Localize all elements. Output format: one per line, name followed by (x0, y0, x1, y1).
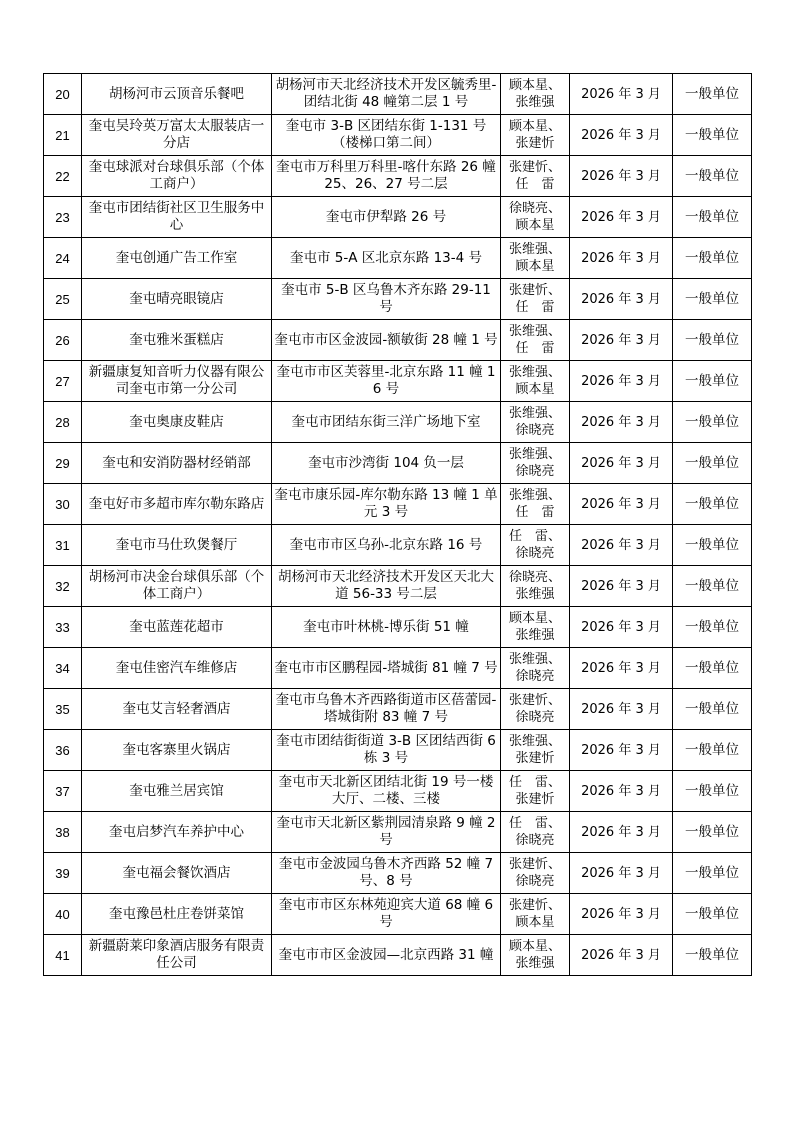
row-number: 34 (44, 648, 82, 689)
unit-category: 一般单位 (673, 730, 752, 771)
inspectors: 任 雷、徐晓亮 (501, 525, 570, 566)
table-body (44, 74, 752, 976)
unit-name: 奎屯启梦汽车养护中心 (82, 812, 272, 853)
inspectors: 顾本星、张维强 (501, 74, 570, 115)
inspection-date: 2026 年 3 月 (570, 607, 673, 648)
unit-address: 奎屯市团结街街道 3-B 区团结西街 6 栋 3 号 (272, 730, 501, 771)
unit-category: 一般单位 (673, 853, 752, 894)
row-number: 35 (44, 689, 82, 730)
unit-category: 一般单位 (673, 894, 752, 935)
inspectors: 任 雷、徐晓亮 (501, 812, 570, 853)
inspectors: 顾本星、张维强 (501, 935, 570, 976)
inspection-date: 2026 年 3 月 (570, 402, 673, 443)
row-number: 26 (44, 320, 82, 361)
unit-address: 胡杨河市天北经济技术开发区毓秀里-团结北街 48 幢第二层 1 号 (272, 74, 501, 115)
unit-address: 奎屯市康乐园-库尔勒东路 13 幢 1 单元 3 号 (272, 484, 501, 525)
unit-name: 奎屯豫邑杜庄卷饼菜馆 (82, 894, 272, 935)
unit-category: 一般单位 (673, 74, 752, 115)
table-row (44, 484, 752, 525)
inspection-date: 2026 年 3 月 (570, 812, 673, 853)
unit-name: 胡杨河市云顶音乐餐吧 (82, 74, 272, 115)
inspectors: 任 雷、张建忻 (501, 771, 570, 812)
inspection-date: 2026 年 3 月 (570, 730, 673, 771)
unit-name: 胡杨河市决金台球俱乐部（个体工商户） (82, 566, 272, 607)
table-row (44, 525, 752, 566)
table-row (44, 156, 752, 197)
row-number: 41 (44, 935, 82, 976)
row-number: 21 (44, 115, 82, 156)
inspectors: 张建忻、任 雷 (501, 279, 570, 320)
inspection-date: 2026 年 3 月 (570, 648, 673, 689)
row-number: 29 (44, 443, 82, 484)
inspectors: 张维强、任 雷 (501, 320, 570, 361)
row-number: 33 (44, 607, 82, 648)
unit-address: 奎屯市伊犁路 26 号 (272, 197, 501, 238)
inspectors: 张维强、徐晓亮 (501, 648, 570, 689)
unit-address: 奎屯市市区东林苑迎宾大道 68 幢 6 号 (272, 894, 501, 935)
unit-address: 奎屯市市区芙蓉里-北京东路 11 幢 16 号 (272, 361, 501, 402)
unit-category: 一般单位 (673, 648, 752, 689)
row-number: 28 (44, 402, 82, 443)
unit-name: 新疆蔚莱印象酒店服务有限责任公司 (82, 935, 272, 976)
unit-name: 奎屯好市多超市库尔勒东路店 (82, 484, 272, 525)
table-row (44, 771, 752, 812)
unit-category: 一般单位 (673, 525, 752, 566)
unit-name: 奎屯创通广告工作室 (82, 238, 272, 279)
unit-category: 一般单位 (673, 484, 752, 525)
unit-name: 奎屯和安消防器材经销部 (82, 443, 272, 484)
unit-category: 一般单位 (673, 402, 752, 443)
table-row (44, 648, 752, 689)
table-row (44, 402, 752, 443)
inspectors: 张维强、任 雷 (501, 484, 570, 525)
row-number: 32 (44, 566, 82, 607)
table-row (44, 730, 752, 771)
table-row (44, 197, 752, 238)
unit-category: 一般单位 (673, 812, 752, 853)
inspection-date: 2026 年 3 月 (570, 771, 673, 812)
unit-category: 一般单位 (673, 115, 752, 156)
table-row (44, 894, 752, 935)
unit-name: 新疆康复知音听力仪器有限公司奎屯市第一分公司 (82, 361, 272, 402)
unit-category: 一般单位 (673, 156, 752, 197)
inspectors: 张维强、徐晓亮 (501, 402, 570, 443)
row-number: 36 (44, 730, 82, 771)
inspectors: 顾本星、张建忻 (501, 115, 570, 156)
unit-address: 奎屯市叶林桃-博乐街 51 幢 (272, 607, 501, 648)
row-number: 40 (44, 894, 82, 935)
inspection-table (43, 73, 752, 976)
table-row (44, 566, 752, 607)
unit-name: 奎屯晴亮眼镜店 (82, 279, 272, 320)
unit-address: 奎屯市乌鲁木齐西路街道市区蓓蕾园-塔城街附 83 幢 7 号 (272, 689, 501, 730)
unit-name: 奎屯球派对台球俱乐部（个体工商户） (82, 156, 272, 197)
unit-name: 奎屯奥康皮鞋店 (82, 402, 272, 443)
unit-category: 一般单位 (673, 607, 752, 648)
row-number: 38 (44, 812, 82, 853)
unit-category: 一般单位 (673, 566, 752, 607)
table-row (44, 935, 752, 976)
row-number: 27 (44, 361, 82, 402)
unit-address: 奎屯市天北新区团结北街 19 号一楼大厅、二楼、三楼 (272, 771, 501, 812)
inspection-date: 2026 年 3 月 (570, 156, 673, 197)
table-row (44, 853, 752, 894)
inspection-date: 2026 年 3 月 (570, 894, 673, 935)
inspectors: 张建忻、顾本星 (501, 894, 570, 935)
unit-address: 奎屯市市区金波园-额敏街 28 幢 1 号 (272, 320, 501, 361)
inspection-date: 2026 年 3 月 (570, 443, 673, 484)
row-number: 23 (44, 197, 82, 238)
inspection-date: 2026 年 3 月 (570, 566, 673, 607)
table-row (44, 812, 752, 853)
unit-address: 胡杨河市天北经济技术开发区天北大道 56-33 号二层 (272, 566, 501, 607)
table-row (44, 689, 752, 730)
inspectors: 张维强、顾本星 (501, 361, 570, 402)
unit-category: 一般单位 (673, 935, 752, 976)
inspection-date: 2026 年 3 月 (570, 689, 673, 730)
unit-address: 奎屯市团结东街三洋广场地下室 (272, 402, 501, 443)
unit-address: 奎屯市 3-B 区团结东街 1-131 号（楼梯口第二间） (272, 115, 501, 156)
unit-address: 奎屯市沙湾街 104 负一层 (272, 443, 501, 484)
unit-name: 奎屯客寨里火锅店 (82, 730, 272, 771)
inspectors: 顾本星、张维强 (501, 607, 570, 648)
inspection-date: 2026 年 3 月 (570, 115, 673, 156)
unit-name: 奎屯佳密汽车维修店 (82, 648, 272, 689)
unit-address: 奎屯市市区鹏程园-塔城街 81 幢 7 号 (272, 648, 501, 689)
unit-address: 奎屯市万科里万科里-喀什东路 26 幢 25、26、27 号二层 (272, 156, 501, 197)
inspectors: 张维强、徐晓亮 (501, 443, 570, 484)
unit-name: 奎屯吴玲英万富太太服装店一分店 (82, 115, 272, 156)
unit-category: 一般单位 (673, 238, 752, 279)
table-row (44, 320, 752, 361)
unit-name: 奎屯市团结街社区卫生服务中心 (82, 197, 272, 238)
table-row (44, 238, 752, 279)
row-number: 20 (44, 74, 82, 115)
unit-category: 一般单位 (673, 361, 752, 402)
unit-name: 奎屯市马仕玖煲餐厅 (82, 525, 272, 566)
unit-category: 一般单位 (673, 771, 752, 812)
row-number: 22 (44, 156, 82, 197)
unit-category: 一般单位 (673, 443, 752, 484)
unit-name: 奎屯雅米蛋糕店 (82, 320, 272, 361)
table-row (44, 115, 752, 156)
unit-address: 奎屯市 5-B 区乌鲁木齐东路 29-11 号 (272, 279, 501, 320)
table-row (44, 74, 752, 115)
inspection-date: 2026 年 3 月 (570, 484, 673, 525)
inspectors: 徐晓亮、张维强 (501, 566, 570, 607)
row-number: 30 (44, 484, 82, 525)
table-row (44, 361, 752, 402)
unit-category: 一般单位 (673, 279, 752, 320)
unit-name: 奎屯福会餐饮酒店 (82, 853, 272, 894)
inspectors: 张维强、张建忻 (501, 730, 570, 771)
unit-category: 一般单位 (673, 689, 752, 730)
inspection-date: 2026 年 3 月 (570, 361, 673, 402)
row-number: 39 (44, 853, 82, 894)
table-row (44, 279, 752, 320)
inspection-date: 2026 年 3 月 (570, 320, 673, 361)
inspection-date: 2026 年 3 月 (570, 238, 673, 279)
inspectors: 张建忻、徐晓亮 (501, 853, 570, 894)
inspection-date: 2026 年 3 月 (570, 197, 673, 238)
unit-address: 奎屯市金波园乌鲁木齐西路 52 幢 7 号、8 号 (272, 853, 501, 894)
unit-name: 奎屯雅兰居宾馆 (82, 771, 272, 812)
inspectors: 张建忻、任 雷 (501, 156, 570, 197)
row-number: 24 (44, 238, 82, 279)
unit-address: 奎屯市市区乌孙-北京东路 16 号 (272, 525, 501, 566)
unit-category: 一般单位 (673, 197, 752, 238)
row-number: 25 (44, 279, 82, 320)
inspection-date: 2026 年 3 月 (570, 279, 673, 320)
table-row (44, 607, 752, 648)
inspection-date: 2026 年 3 月 (570, 935, 673, 976)
table-row (44, 443, 752, 484)
row-number: 37 (44, 771, 82, 812)
row-number: 31 (44, 525, 82, 566)
unit-address: 奎屯市天北新区紫荆园清泉路 9 幢 2 号 (272, 812, 501, 853)
inspectors: 张维强、顾本星 (501, 238, 570, 279)
inspection-date: 2026 年 3 月 (570, 74, 673, 115)
inspectors: 张建忻、徐晓亮 (501, 689, 570, 730)
unit-category: 一般单位 (673, 320, 752, 361)
inspection-date: 2026 年 3 月 (570, 525, 673, 566)
unit-address: 奎屯市 5-A 区北京东路 13-4 号 (272, 238, 501, 279)
inspectors: 徐晓亮、顾本星 (501, 197, 570, 238)
unit-name: 奎屯艾言轻奢酒店 (82, 689, 272, 730)
unit-name: 奎屯蓝莲花超市 (82, 607, 272, 648)
unit-address: 奎屯市市区金波园—北京西路 31 幢 (272, 935, 501, 976)
inspection-date: 2026 年 3 月 (570, 853, 673, 894)
